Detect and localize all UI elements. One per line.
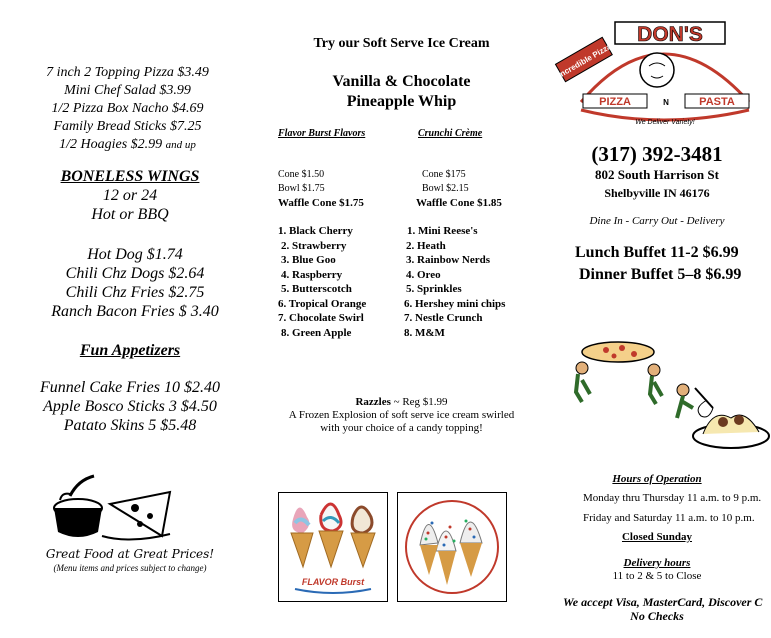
crunchi-item: 5. Sprinkles bbox=[406, 283, 462, 295]
delivery-heading: Delivery hours bbox=[623, 557, 691, 569]
menu-item-hoagies: 1/2 Hoagies $2.99 and up bbox=[59, 137, 196, 152]
logo-n: N bbox=[663, 98, 669, 107]
crunchi-item: 2. Heath bbox=[406, 239, 446, 252]
price-line: Waffle Cone $1.85 bbox=[416, 197, 502, 209]
crunchi-item: 4. Oreo bbox=[406, 268, 441, 281]
closed-notice: Closed Sunday bbox=[621, 531, 692, 543]
price-line: Bowl $1.75 bbox=[278, 183, 325, 194]
hours-heading: Hours of Operation bbox=[612, 473, 702, 485]
crunchi-item: 6. Hershey mini chips bbox=[404, 297, 506, 310]
flavor-item: 2. Strawberry bbox=[281, 239, 347, 252]
flavor-burst-logo: FLAVOR Burst bbox=[301, 577, 365, 587]
vanilla-line: Vanilla & Chocolate bbox=[332, 73, 471, 90]
delivery-hours: 11 to 2 & 5 to Close bbox=[612, 570, 702, 582]
dons-logo-icon bbox=[553, 20, 771, 130]
flavor-item: 4. Raspberry bbox=[281, 268, 343, 281]
crunchi-heading: Crunchi Crème bbox=[418, 128, 483, 139]
flavor-burst-prices bbox=[278, 168, 364, 210]
menu-item: Chili Chz Fries $2.75 bbox=[65, 284, 205, 301]
menu-item: Ranch Bacon Fries $ 3.40 bbox=[51, 303, 219, 320]
appetizers-heading: Fun Appetizers bbox=[79, 342, 181, 359]
price-line: Waffle Cone $1.75 bbox=[278, 197, 364, 209]
address: 802 South Harrison St bbox=[595, 167, 719, 182]
soft-serve-flavors bbox=[260, 72, 543, 112]
crunchi-item: 1. Mini Reese's bbox=[407, 225, 478, 237]
hours-line: Friday and Saturday 11 a.m. to 10 p.m. bbox=[583, 512, 755, 524]
payment-info: We accept Visa, MasterCard, Discover C bbox=[563, 595, 763, 609]
crunchi-prices bbox=[416, 168, 502, 210]
flavor-burst-heading: Flavor Burst Flavors bbox=[278, 128, 366, 139]
price-line: Cone $175 bbox=[422, 169, 466, 180]
pizza-carriers-icon bbox=[568, 330, 668, 410]
wings-line: 12 or 24 bbox=[102, 187, 158, 204]
flavor-burst-photo bbox=[278, 492, 388, 602]
menu-item: Family Bread Sticks $7.25 bbox=[53, 119, 202, 134]
crunchi-item: 8. M&M bbox=[404, 326, 445, 339]
crunchi-list bbox=[404, 224, 505, 340]
logo-badge: Incredible Pizza bbox=[556, 41, 613, 80]
soft-serve-heading: Try our Soft Serve Ice Cream bbox=[313, 36, 490, 51]
razzles-desc: with your choice of a candy topping! bbox=[320, 422, 483, 434]
menu-item: Hot Dog $1.74 bbox=[87, 246, 183, 263]
snack-list bbox=[20, 64, 235, 154]
razzles-desc: A Frozen Explosion of soft serve ice cream swirled bbox=[288, 409, 515, 421]
service-options: Dine In - Carry Out - Delivery bbox=[589, 215, 725, 227]
lunch-buffet: Lunch Buffet 11-2 $6.99 bbox=[575, 244, 739, 261]
phone-number: (317) 392-3481 bbox=[591, 142, 723, 166]
menu-item: Mini Chef Salad $3.99 bbox=[64, 83, 191, 98]
flavor-item: 6. Tropical Orange bbox=[278, 297, 367, 310]
tagline: Great Food at Great Prices! bbox=[45, 547, 215, 561]
ice-cream-cones-icon bbox=[279, 493, 387, 601]
price-note: (Menu items and prices subject to change) bbox=[53, 563, 207, 573]
menu-item: 1/2 Pizza Box Nacho $4.69 bbox=[51, 101, 204, 116]
crunchi-item: 7. Nestle Crunch bbox=[404, 312, 483, 324]
logo-slogan: We Deliver Variety! bbox=[635, 119, 695, 126]
wings-heading: BONELESS WINGS bbox=[60, 168, 200, 185]
price-line: Bowl $2.15 bbox=[422, 183, 469, 194]
menu-item: Patato Skins 5 $5.48 bbox=[63, 417, 197, 434]
appetizer-list bbox=[10, 378, 250, 435]
no-checks: No Checks bbox=[630, 609, 684, 623]
flavor-item: 5. Butterscotch bbox=[281, 283, 352, 295]
hours-line: Monday thru Thursday 11 a.m. to 9 p.m. bbox=[583, 492, 762, 504]
city: Shelbyville IN 46176 bbox=[604, 186, 710, 200]
middle-panel bbox=[260, 0, 543, 638]
spaghetti-icon bbox=[673, 378, 771, 458]
menu-item: Funnel Cake Fries 10 $2.40 bbox=[40, 379, 220, 396]
menu-item: Apple Bosco Sticks 3 $4.50 bbox=[43, 398, 217, 415]
menu-item: Chili Chz Dogs $2.64 bbox=[65, 265, 205, 282]
crunchi-item: 3. Rainbow Nerds bbox=[406, 254, 491, 266]
flavor-burst-list bbox=[278, 224, 366, 340]
flavor-item: 3. Blue Goo bbox=[281, 254, 336, 266]
price-line: Cone $1.50 bbox=[278, 169, 325, 180]
razzles-block bbox=[260, 396, 543, 435]
wings-line: Hot or BBQ bbox=[91, 206, 169, 223]
crunchi-cones-icon bbox=[398, 493, 506, 601]
menu-item: 7 inch 2 Topping Pizza $3.49 bbox=[46, 65, 209, 80]
razzles-title: Razzles ~ Reg $1.99 bbox=[355, 396, 448, 408]
flavor-item: 7. Chocolate Swirl bbox=[278, 312, 364, 324]
dinner-buffet: Dinner Buffet 5–8 $6.99 bbox=[579, 266, 742, 283]
pineapple-line: Pineapple Whip bbox=[346, 93, 457, 110]
logo-pizza: PIZZA bbox=[599, 96, 631, 108]
crunchi-photo bbox=[397, 492, 507, 602]
hotdog-list bbox=[20, 245, 250, 321]
food-clipart-icon bbox=[40, 466, 180, 546]
logo-pasta: PASTA bbox=[699, 96, 735, 108]
flavor-item: 8. Green Apple bbox=[281, 326, 352, 339]
left-panel bbox=[0, 0, 260, 638]
logo-name: DON'S bbox=[637, 23, 703, 46]
flavor-item: 1. Black Cherry bbox=[278, 225, 353, 237]
right-panel bbox=[543, 0, 771, 638]
